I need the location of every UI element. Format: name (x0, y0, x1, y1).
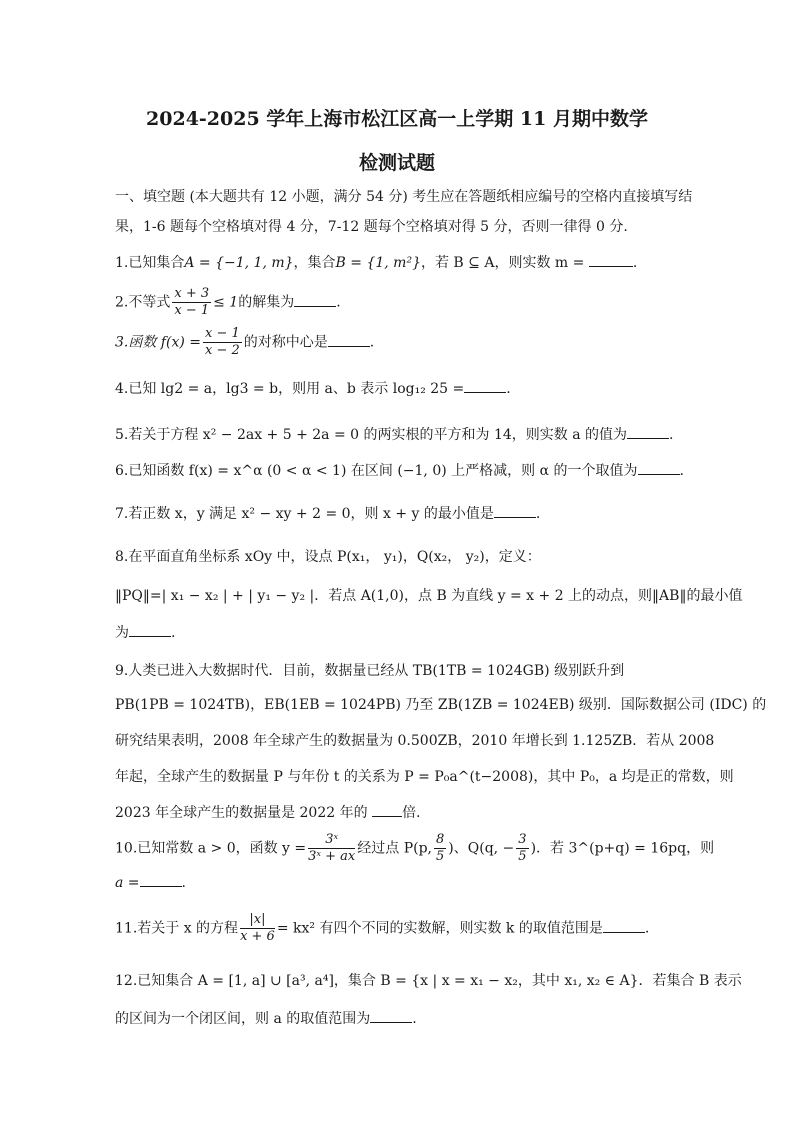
question-12-line2 (115, 1008, 694, 1028)
question-8-line1: 8.在平面直角坐标系 xOy 中，设点 P(x₁， y₁)，Q(x₂， y₂)，定义： (115, 549, 541, 565)
q10-line2-text: a = (115, 875, 140, 891)
q10-mid: 经过点 P(p, (357, 840, 433, 857)
q8-answer-blank[interactable] (129, 624, 171, 637)
q11-fraction (240, 912, 275, 945)
q10-p-fraction (434, 832, 446, 865)
q4-text: 4.已知 lg2 = a，lg3 = b，则用 a、b 表示 log₁₂ 25 = (115, 381, 465, 397)
instructions-line1: 一、填空题 (本大题共有 12 小题，满分 54 分) 考生应在答题纸相应编号的空格内直接填写结 (115, 189, 693, 205)
q3-numerator: x − 1 (205, 326, 240, 341)
question-9-line1: 9.人类已进入大数据时代．目前，数据量已经从 TB(1TB = 1024GB) 级别跃升到 (115, 663, 625, 679)
question-9-line3: 研究结果表明，2008 年全球产生的数据量为 0.500ZB，2010 年增长到 1.125ZB．若从 2008 (115, 733, 715, 749)
q2-fraction (172, 286, 211, 319)
question-9-line5 (115, 802, 694, 822)
instructions-line2: 果，1-6 题每个空格填对得 4 分，7-12 题每个空格填对得 5 分，否则一律得 0 分. (115, 219, 628, 235)
q1-set-a: A = {−1, 1, m} (184, 255, 294, 271)
q5-answer-blank[interactable] (627, 426, 669, 439)
question-3 (115, 326, 694, 359)
q11-prefix: 11.若关于 x 的方程 (115, 920, 239, 937)
q7-end: . (535, 506, 541, 522)
q3-suffix: 的对称中心是 (243, 334, 328, 351)
q11-end: . (644, 920, 650, 937)
question-2 (115, 286, 694, 319)
q6-answer-blank[interactable] (638, 462, 680, 475)
q3-end: . (369, 334, 375, 351)
question-9-line2: PB(1PB = 1024TB)，EB(1EB = 1024PB) 乃至 ZB(1ZB = 1024EB) 级别．国际数据公司 (IDC) 的 (115, 697, 767, 713)
q3-denominator: x − 2 (205, 343, 240, 358)
q9-line5-text: 2023 年全球产生的数据量是 2022 年的 (115, 805, 368, 821)
q10-p-denominator: 5 (436, 849, 445, 864)
q3-fraction (203, 326, 242, 359)
q4-end: . (506, 381, 511, 397)
q11-numerator: |x| (240, 912, 275, 929)
q2-suffix: 的解集为 (238, 294, 295, 311)
question-1 (115, 252, 694, 272)
q7-answer-blank[interactable] (494, 505, 536, 518)
question-12-line1: 12.已知集合 A = [1, a] ∪ [a³, a⁴]，集合 B = {x | x = x₁ − x₂，其中 x₁, x₂ ∈ A}．若集合 B 表示 (115, 973, 742, 989)
q10-p-numerator: 8 (436, 832, 445, 847)
q9-end: 倍. (402, 805, 421, 821)
q2-numerator: x + 3 (174, 286, 210, 301)
q12-answer-blank[interactable] (370, 1010, 412, 1023)
q10-suffix: )．若 3^(p+q) = 16pq，则 (530, 840, 715, 857)
q11-answer-blank[interactable] (603, 920, 645, 933)
q3-answer-blank[interactable] (328, 334, 370, 347)
q10-function-denominator: 3ˣ + ax (308, 849, 356, 864)
q11-suffix: = kx² 有四个不同的实数解，则实数 k 的取值范围是 (276, 920, 603, 937)
q5-text: 5.若关于方程 x² − 2ax + 5 + 2a = 0 的两实根的平方和为 14，则实数 a 的值为 (115, 427, 628, 443)
q1-prefix: 1.已知集合 (115, 255, 185, 271)
q10-prefix: 10.已知常数 a > 0，函数 y = (115, 840, 307, 857)
q10-q-denominator: 5 (518, 849, 527, 864)
q10-function-fraction (308, 832, 355, 865)
q2-relation: ≤ 1 (213, 294, 239, 311)
question-4 (115, 378, 694, 398)
question-8-line3 (115, 622, 694, 642)
question-11 (115, 912, 694, 945)
q4-answer-blank[interactable] (464, 380, 506, 393)
q10-mid2: )、Q(q, − (448, 840, 515, 857)
q12-line2-text: 的区间为一个闭区间，则 a 的取值范围为 (115, 1011, 371, 1027)
question-8-line2: ‖PQ‖=| x₁ − x₂ | + | y₁ − y₂ |．若点 A(1,0)，点 B 为直线 y = x + 2 上的动点，则‖AB‖的最小值 (115, 588, 743, 604)
q10-end: . (181, 875, 186, 891)
q7-text: 7.若正数 x，y 满足 x² − xy + 2 = 0，则 x + y 的最小值是 (115, 506, 494, 522)
q9-answer-blank[interactable] (372, 804, 402, 817)
q1-end: . (632, 255, 638, 271)
q1-set-b: B = {1, m²} (335, 255, 421, 271)
question-10 (115, 832, 715, 865)
question-10-line2 (115, 874, 694, 891)
page-title-line1: 2024-2025 学年上海市松江区高一上学期 11 月期中数学 (146, 108, 648, 130)
q1-mid: ，集合 (293, 255, 336, 271)
page-title-line2: 检测试题 (358, 152, 435, 174)
question-5 (115, 424, 694, 444)
q1-answer-blank[interactable] (589, 254, 633, 267)
q1-condition: ，若 B ⊆ A，则实数 m = (420, 255, 585, 271)
q10-answer-blank[interactable] (140, 874, 182, 887)
question-9-line4: 年起，全球产生的数据量 P 与年份 t 的关系为 P = P₀a^(t−2008)，其中 P₀，a 均是正的常数，则 (115, 769, 734, 785)
q10-q-fraction (516, 832, 528, 865)
q11-denominator: x + 6 (240, 929, 275, 944)
question-6 (115, 460, 694, 480)
q2-denominator: x − 1 (174, 303, 210, 318)
q10-q-numerator: 3 (518, 832, 527, 847)
q5-end: . (669, 427, 674, 443)
question-7 (115, 503, 694, 523)
q8-end: . (171, 625, 176, 641)
q6-text: 6.已知函数 f(x) = x^α (0 < α < 1) 在区间 (−1, 0) 上严格减，则 α 的一个取值为 (115, 463, 638, 479)
q2-answer-blank[interactable] (294, 294, 336, 307)
q12-end: . (412, 1011, 417, 1027)
q8-line3-text: 为 (115, 625, 129, 641)
q2-end: . (336, 294, 341, 311)
q2-prefix: 2.不等式 (115, 294, 171, 311)
q6-end: . (679, 463, 684, 479)
q10-function-numerator: 3ˣ (308, 832, 355, 849)
q3-prefix: 3.函数 f(x) = (115, 334, 201, 351)
